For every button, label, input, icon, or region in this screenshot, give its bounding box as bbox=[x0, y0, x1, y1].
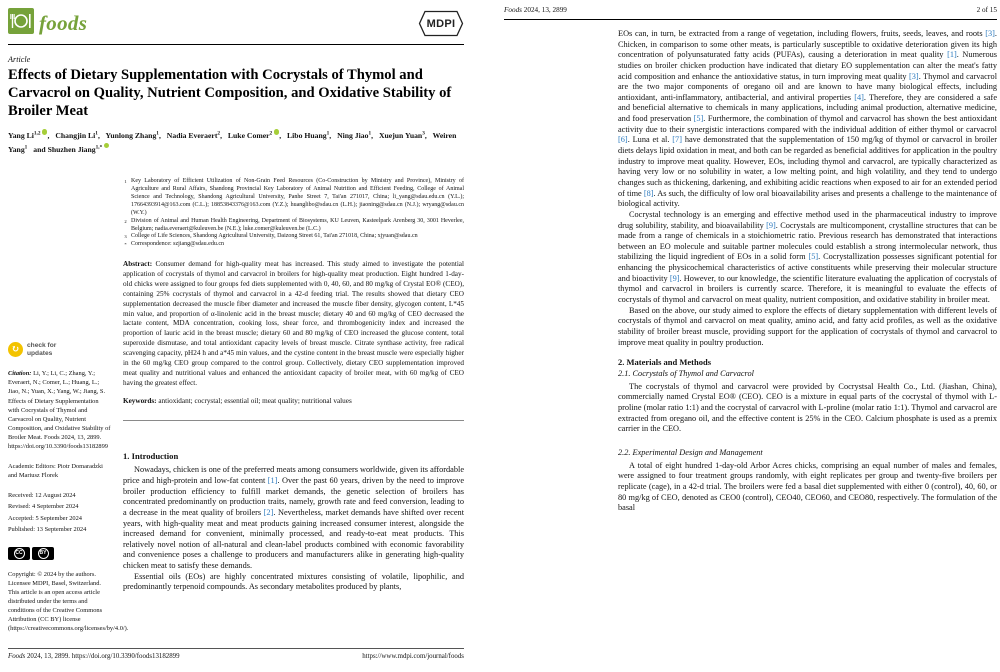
affiliation-text: Key Laboratory of Efficient Utilization of Non-Grain Feed Resources (Co-Construction by Ministry and Province), Ministry of Agriculture and Rural Affairs, Shandong Provincial Key Laboratory of Animal Nutrition and Efficient Feeding, College of Animal Science and Technology, Shandong Agricultural University, Panhe Street 7, Tai'an 271017, China; li_yang@sdau.edu.cn (Y.L.); 17664393914@163.com (C.L.); 18853843376@163.com (Y.Z.); huanglibo@sdau.cn (L.H.); jiaoning@sdau.cn (N.J.); wryang@sdau.cn (W.Y.) bbox=[131, 178, 464, 216]
page1-main-column bbox=[111, 170, 464, 644]
author-separator: , bbox=[97, 131, 100, 141]
affiliation-number: 1 bbox=[124, 179, 127, 185]
author-name: Xuejun Yuan bbox=[378, 131, 423, 141]
page1-footer bbox=[8, 648, 464, 660]
paragraph: The cocrystals of thymol and carvacrol were provided by Cocrystsal Health Co., Ltd. (Jiashan, China), commercially named Crystal EO® (CEO). CEO is a mixture in equal parts of the cocrystal of thymol with L-proline (molar ratio 1:1) and the cocrystal of carvacrol with L-proline (molar ratio 1:1). Thymol and carvacrol are extracted from oregano oil, and the effective content is 25% in the CEO. Calcium phosphate is used as a premix carrier in the CEO. bbox=[618, 381, 997, 434]
affiliation-text: College of Life Sciences, Shandong Agricultural University, Daizong Street 61, Tai'an 271018, China; xjyuan@sdau.cn bbox=[131, 233, 418, 240]
copyright-text: © 2024 by the authors. Licensee MDPI, Basel, Switzerland. This article is an open access article distributed under the terms and conditions of the Creative Commons Attribution (CC BY) license (https://creativecommons.org/licenses/by/4.0/). bbox=[8, 570, 129, 633]
cc-by-person-icon: BY bbox=[32, 547, 54, 560]
abstract bbox=[123, 260, 464, 388]
page2-running-header bbox=[504, 0, 997, 14]
author-name: Nadia Everaert bbox=[166, 131, 218, 141]
author-separator: , bbox=[220, 131, 222, 141]
author bbox=[33, 145, 109, 154]
affiliation-superscript: 3 bbox=[422, 130, 425, 137]
affiliation-list bbox=[123, 178, 464, 249]
author-separator: , bbox=[47, 131, 50, 141]
introduction-paragraphs bbox=[123, 465, 464, 593]
author-name: Yang Li bbox=[8, 131, 34, 141]
author bbox=[287, 131, 331, 140]
author bbox=[228, 131, 281, 140]
orcid-icon[interactable] bbox=[104, 143, 110, 149]
foods-journal-logo[interactable] bbox=[8, 8, 87, 39]
author bbox=[8, 131, 49, 140]
paragraph: Cocrystal technology is an emerging and effective method used in the pharmaceutical industry to improve drug solubility, stability, and bioavailability [9]. Cocrystals are multicomponent, crystalline structures that can be made from a range of chemicals in a stoichiometric ratio. Previous research has demonstrated that interactions between an EO molecule and suitable partner molecules could establish a strong intermolecular network, thus stabilizing the liquid ingredient of EOs in a solid form [5]. Cocrystallization possesses significant potential for enhancing the physicochemical characteristics of active constituents while preserving their molecular structure and bioactivity [9]. However, to our knowledge, the scientific literature evaluating the application of cocrystals of thymol and carvacrol in broilers is currently scarce. Therefore, it is meaningful to evaluate the effects of cocrystals of thymol and carvacrol on meat quality, nutrient composition, and oxidative stability in broiler meat. bbox=[618, 209, 997, 305]
author bbox=[379, 131, 427, 140]
update-arrows-icon: ↻ bbox=[8, 342, 23, 357]
affiliation-item bbox=[123, 241, 464, 249]
affiliation-superscript: 1 bbox=[24, 144, 28, 151]
footer-citation-doi: Foods 2024, 13, 2899. https://doi.org/10.3390/foods13182899 bbox=[8, 653, 180, 660]
running-head-citation: Foods 2024, 13, 2899 bbox=[504, 6, 567, 14]
page-number: 2 of 15 bbox=[976, 6, 997, 14]
author-name: Libo Huang bbox=[287, 131, 327, 141]
footer-journal-url[interactable]: https://www.mdpi.com/journal/foods bbox=[362, 653, 464, 660]
introduction-continued-paragraphs bbox=[618, 29, 997, 348]
paragraph: A total of eight hundred 1-day-old Arbor Acres chicks, comprising an equal number of males and females, were assigned to four treatment groups randomly, with eight replicates per group and twenty-five broilers per replicate (cage), in a 42-d trial. The broilers were fed a basal diet supplemented with either 0 (control), 40, 60, or 80 mg/kg of CEO, denoted as CEO0 (control), CEO40, CEO60, and CEO80, respectively. The formulation of the basal bbox=[618, 460, 997, 513]
foods-plate-icon bbox=[8, 8, 34, 39]
affiliation-number: 2 bbox=[124, 218, 127, 224]
author bbox=[106, 131, 161, 140]
keywords bbox=[123, 397, 464, 407]
journal-name: foods bbox=[39, 11, 88, 35]
author-separator: , bbox=[158, 131, 161, 141]
copyright-label: Copyright: bbox=[8, 570, 36, 578]
author bbox=[55, 131, 100, 140]
author-separator: , bbox=[371, 131, 374, 141]
date-line: Published: 13 September 2024 bbox=[8, 525, 87, 533]
date-line: Revised: 4 September 2024 bbox=[8, 503, 79, 511]
affiliation-text: Correspondence: szjiang@sdau.edu.cn bbox=[131, 241, 224, 248]
mdpi-wordmark: MDPI bbox=[426, 17, 456, 30]
paragraph: Nowadays, chicken is one of the preferred meats among consumers worldwide, given its affordable price and high-protein and low-fat content [1]. Over the past 60 years, driven by the need to improve broiler production efficiency to fulfill market demands, the genetic selection of broilers has concentrated predominantly on production traits, namely, growth rate and feed conversion, leading to a decrease in the meat quality of broilers [2]. Nevertheless, market demands have shifted over recent years, with high-quality meat and meat products gaining increased consumer interest, alongside the increased demand for convenient, minimally processed, and ready-to-eat meat products. This relatively novel notion of all-natural and clean-label products combined with economic favorability and convenience poses a challenge to producers and manufacturers alike in generating high-quality chicken meat to satisfy these demands. bbox=[123, 465, 465, 571]
affiliation-superscript: 1 bbox=[156, 130, 159, 137]
page2-body-column bbox=[618, 29, 997, 514]
author-separator: , bbox=[279, 131, 282, 141]
mdpi-logo[interactable] bbox=[418, 10, 464, 37]
cc-icon: CC bbox=[8, 547, 30, 560]
section-heading-materials-methods: 2. Materials and Methods bbox=[618, 357, 712, 368]
subsection-heading-2-2: 2.2. Experimental Design and Management bbox=[618, 447, 763, 457]
paragraph: Based on the above, our study aimed to explore the effects of dietary supplementation with different levels of cocrystals of thymol and carvacrol on meat quality, amino acid, and fatty acid profiles, as well as the oxidative stability of broiler breast muscle, providing support for the application of cocrystals of thymol and carvacrol to improve meat quality in poultry production. bbox=[618, 305, 997, 347]
abstract-text: Consumer demand for high-quality meat has increased. This study aimed to investigate the potential application of cocrystals of thymol and carvacrol in broilers for high-quality meat production. Eight hundred 1-day-old chicks were assigned to four groups fed diets supplemented with 0, 40, 60, and 80 mg/kg of Crystal EO® (CEO), containing 25% cocrystals of thymol and carvacrol in a 42-d feeding trial. The results showed that dietary CEO supplementation decreased the muscle fiber diameter and increased the muscle fiber density, glycogen content, L*45 min value, and proportion of α-linolenic acid in the breast muscle; dietary 40 and 60 mg/kg of CEO decreased the lactate content, MDA concentration, cooking loss, shear force, and thrombogenicity index and increased the proportion of lauric acid in the breast muscle; dietary 60 and 80 mg/kg of CEO increased the glucose content, total superoxide dismutase, and total antioxidant capacity levels of breast muscle. Citrate synthase activity, free radical scavenging capacity, pH24 h and a*45 min values, and the cystine content in the breast muscle were especially higher in the 60 mg/kg CEO group compared to the control group. Collectively, dietary CEO supplementation improved meat quality and nutritional values and enhanced the antioxidant capacity of broiler meat, with 60 mg/kg of CEO having the greatest effect. bbox=[123, 260, 464, 387]
paper-title: Effects of Dietary Supplementation with Cocrystals of Thymol and Carvacrol on Quality, Nutrient Composition, and Oxidative Stability of Broiler Meat bbox=[8, 67, 452, 119]
author-name: Weiren Yang bbox=[8, 131, 457, 154]
academic-editors: Academic Editors: Piotr Domaradzki and Mariusz Florek bbox=[8, 463, 103, 480]
author-separator: , bbox=[329, 131, 332, 141]
left-metadata-sidebar bbox=[8, 170, 129, 644]
affiliation-text: Division of Animal and Human Health Engineering, Department of Biosystems, KU Leuven, Kasteelpark Arenberg 30, 3001 Heverlee, Belgium; nadia.everaert@kuleuven.be (N.E.); luke.comer@kuleuven.be (L.C.) bbox=[131, 217, 464, 232]
affiliation-superscript: 1,* bbox=[95, 144, 103, 151]
keywords-label: Keywords: bbox=[123, 397, 157, 406]
cc-by-license-badge[interactable] bbox=[8, 547, 111, 560]
author-separator: , bbox=[424, 131, 427, 141]
page2-header-divider bbox=[504, 19, 997, 20]
subsection-heading-2-1: 2.1. Cocrystals of Thymol and Carvacrol bbox=[618, 369, 754, 379]
author bbox=[167, 131, 222, 140]
affiliation-item bbox=[123, 218, 464, 234]
journal-header bbox=[8, 0, 464, 39]
affiliation-superscript: 2 bbox=[217, 130, 221, 137]
review-dates bbox=[8, 491, 111, 533]
citation-label: Citation: bbox=[8, 370, 32, 378]
check-updates-label: check for updates bbox=[27, 342, 57, 357]
article-type-label: Article bbox=[8, 55, 31, 64]
page-1 bbox=[8, 0, 464, 672]
date-line: Received: 12 August 2024 bbox=[8, 492, 76, 500]
page-2 bbox=[504, 0, 997, 672]
affiliation-superscript: 1 bbox=[368, 130, 372, 137]
affiliation-item bbox=[123, 178, 464, 218]
author-list bbox=[8, 129, 464, 156]
header-divider bbox=[8, 44, 464, 45]
abstract-label: Abstract: bbox=[123, 260, 153, 269]
paragraph: Essential oils (EOs) are highly concentrated mixtures consisting of volatile, lipophilic, and predominantly terpenoid compounds. As secondary metabolites produced by plants, bbox=[123, 571, 464, 592]
keywords-text: antioxidant; cocrystal; essential oil; meat quality; nutritional values bbox=[158, 397, 352, 406]
affiliation-superscript: 1 bbox=[95, 130, 98, 137]
check-for-updates-badge[interactable] bbox=[8, 342, 56, 357]
affiliation-superscript: 1 bbox=[326, 130, 330, 137]
affiliation-superscript: 1,2 bbox=[33, 130, 41, 137]
date-line: Accepted: 5 September 2024 bbox=[8, 514, 83, 522]
section-heading-introduction: 1. Introduction bbox=[123, 451, 179, 462]
affiliation-number: 3 bbox=[124, 234, 127, 240]
author-name: Yunlong Zhang bbox=[105, 131, 157, 141]
footer-divider bbox=[8, 648, 464, 649]
paragraph: EOs can, in turn, be extracted from a range of vegetation, including flowers, fruits, seeds, leaves, and roots [3]. Chicken, in comparison to some other meats, is particularly susceptible to oxidative deterioration given its high concentration of polyunsaturated fatty acids (PUFAs), causing a deterioration in meat quality [1]. Numerous studies on broiler chicken production have indicated that dietary EO supplementation can alter the meat's fatty acid composition and enhance the antioxidative status, in turn improving meat quality [3]. Thymol and carvacrol are the two major components of oregano oil and are known to have many biological effects, including antioxidant, anti-inflammatory, antibacterial, and antiviral properties [4]. Therefore, they are considered a safe and beneficial alternative to chemicals in many applications, including animal production, alternative medicine, and food preservation [5]. Furthermore, the combination of thymol and carvacrol has shown the best antioxidant activity due to their synergistic interactions compared with the individual addition of either thymol or carvacrol [6]. Luna et al. [7] have demonstrated that the supplementation of 150 mg/kg of thymol or carvacrol in broiler diets delays lipid oxidation in meat, and both can be regarded as beneficial additives for application in the poultry industry to improve meat quality. However, EOs, including thymol and carvacrol, are typically characterized as having very low or no solubility in water, a low melting point, and high volatility, and they tend to undergo changes such as thickening, darkening, and exhibiting acidic reactions when exposed to air for an extended period of time [8]. As such, the difficulty of low oral bioavailability arises and presents a challenge to the maintenance of biological activity. bbox=[618, 29, 998, 209]
citation-text: Li, Y.; Li, C.; Zhang, Y.; Everaert, N.; Comer, L.; Huang, L.; Jiao, N.; Yuan, X.; Yang, W.; Jiang, S. Effects of Dietary Supplementation with Cocrystals of Thymol and Carvacrol on Quality, Nutrient Composition, and Oxidative Stability of Broiler Meat. Foods 2024, 13, 2899. https://doi.org/10.3390/foods13182899 bbox=[8, 370, 111, 451]
affiliation-superscript: 2 bbox=[269, 130, 273, 137]
copyright-notice bbox=[8, 570, 129, 634]
affiliation-item bbox=[123, 233, 464, 241]
keywords-divider bbox=[123, 420, 464, 421]
author-name: Luke Comer bbox=[227, 131, 270, 141]
author bbox=[337, 131, 373, 140]
affiliation-number: * bbox=[124, 242, 127, 248]
citation-block bbox=[8, 369, 111, 451]
author-name: Changjin Li bbox=[55, 131, 96, 141]
author-name: Ning Jiao bbox=[337, 131, 369, 141]
author-name: and Shuzhen Jiang bbox=[33, 144, 96, 154]
